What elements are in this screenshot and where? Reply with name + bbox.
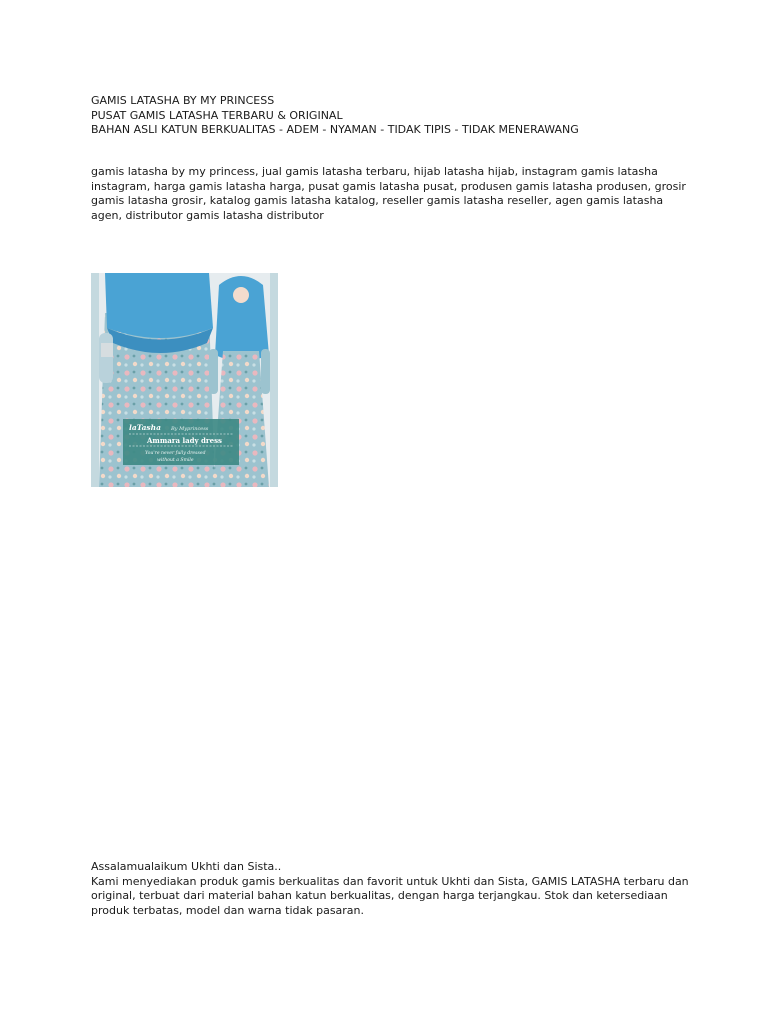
model-face-front bbox=[233, 287, 249, 303]
brand-sub: By Myprincess bbox=[171, 426, 209, 432]
intro-block bbox=[91, 860, 691, 918]
product-photo-illustration bbox=[91, 273, 278, 487]
intro-greeting: Assalamualaikum Ukhti dan Sista.. bbox=[91, 860, 282, 873]
heading-block bbox=[91, 94, 691, 138]
heading-material: BAHAN ASLI KATUN BERKUALITAS - ADEM - NYAMAN - TIDAK TIPIS - TIDAK MENERAWANG bbox=[91, 123, 579, 137]
photo-right-strip bbox=[270, 273, 278, 487]
tagline-2: without a Smile bbox=[157, 458, 194, 463]
left-hijab bbox=[105, 273, 213, 338]
model-left-arm bbox=[209, 349, 218, 394]
keywords-paragraph: gamis latasha by my princess, jual gamis latasha terbaru, hijab latasha hijab, instagram gamis latasha instagram, harga gamis latasha harga, pusat gamis latasha pusat, produsen gamis latasha produsen, grosir gamis latasha grosir, katalog gamis latasha katalog, reseller gamis latasha reseller, agen gamis latasha agen, distributor gamis latasha distributor bbox=[91, 165, 686, 222]
photo-left-strip bbox=[91, 273, 99, 487]
tagline-1: You're never fully dressed bbox=[145, 451, 206, 456]
intro-body: Kami menyediakan produk gamis berkualitas dan favorit untuk Ukhti dan Sista, GAMIS LATASHA terbaru dan original, terbuat dari material bahan katun berkualitas, dengan harga terjangkau. Stok dan ketersediaan produk terbatas, model dan warna tidak pasaran. bbox=[91, 874, 689, 917]
left-sleeve bbox=[99, 333, 113, 383]
model-right-arm bbox=[261, 349, 270, 394]
brand-text: laTasha bbox=[129, 423, 161, 432]
product-photo bbox=[91, 273, 278, 487]
model-name-text: Ammara lady dress bbox=[147, 436, 222, 445]
heading-subtitle: PUSAT GAMIS LATASHA TERBARU & ORIGINAL bbox=[91, 108, 343, 122]
heading-title: GAMIS LATASHA BY MY PRINCESS bbox=[91, 94, 275, 107]
left-cuff bbox=[101, 343, 113, 357]
